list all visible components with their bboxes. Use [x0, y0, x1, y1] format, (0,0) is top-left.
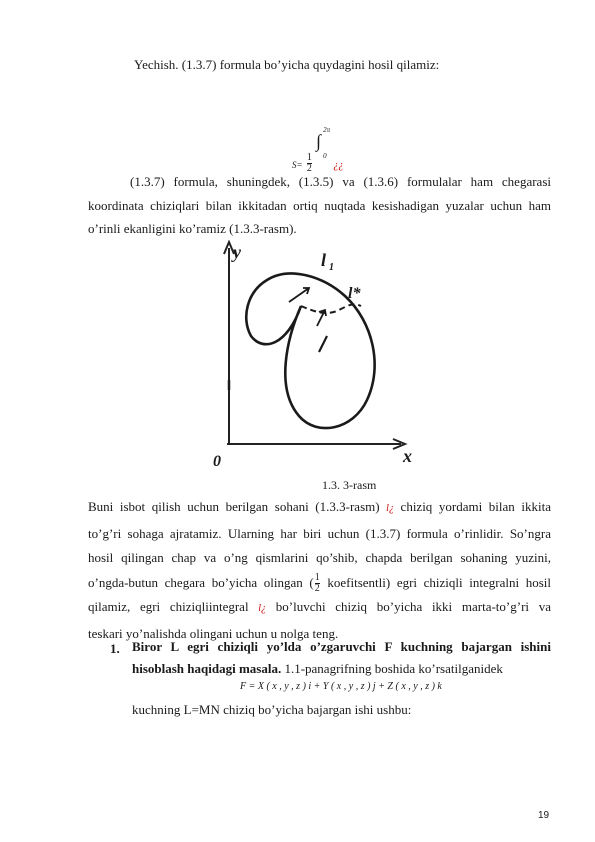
paragraph-line: [88, 495, 551, 522]
y-axis-label: y: [233, 242, 241, 262]
text-run: o’ngda-butun chegara bo’yicha olingan (: [88, 574, 314, 590]
item-text-line: kuchning L=MN chiziq bo’yicha bajargan ishi ushbu:: [132, 702, 412, 717]
symbol-l: l¿: [386, 503, 394, 514]
paragraph-line: hosil qilingan chap va o’ng qismlarini qo’shib, chapda berilgan sohaning yuzini,: [88, 550, 551, 565]
area-formula: [292, 126, 344, 174]
paragraph-line: [88, 571, 551, 596]
paragraph-line: (1.3.7) formula, shuningdek, (1.3.5) va (1.3.6) formulalar ham chegarasi: [130, 174, 551, 189]
x-axis-label: x: [403, 446, 412, 466]
text-run: koefitsentli) egri chiziqli integralni hosil: [320, 574, 551, 590]
integral-lower-limit: 0: [323, 152, 327, 160]
text-run: bo’luvchi chiziq bo’yicha ikki marta-to’g’ri va: [266, 599, 551, 614]
curve-l1-label: l: [321, 250, 327, 270]
paragraph-line: to’g’ri sohaga ajratamiz. Ularning har biri uchun (1.3.7) formula o’rinlidir. So’ngra: [88, 525, 551, 541]
integral-sign: ∫ 2π 0: [316, 126, 331, 160]
list-item-number: 1.: [110, 641, 120, 656]
figure-curve-diagram: [205, 240, 420, 470]
text-run: Buni isbot qilish uchun berilgan sohani (1.3.3-rasm): [88, 499, 387, 514]
list-item-work-problem: [132, 636, 551, 680]
item-heading-bold: hisoblash haqidagi masala.: [132, 661, 282, 676]
intro-line: Yechish. (1.3.7) formula bo’yicha quydagini hosil qilamiz:: [134, 57, 440, 72]
paragraph-formula-validity: [88, 170, 551, 241]
paragraph-proof: [88, 495, 551, 646]
text-run: qilamiz, egri chiziqliintegral: [88, 599, 259, 614]
inline-fraction: [315, 573, 320, 594]
fraction-denominator: 2: [314, 583, 320, 595]
fraction-numerator: 1: [306, 151, 312, 163]
origin-label: 0: [213, 453, 221, 470]
fraction-denominator: 2: [306, 162, 312, 174]
curve-l1-subscript: 1: [329, 262, 334, 273]
curve-lstar: [301, 304, 361, 313]
item-heading-line: [132, 658, 551, 680]
curve-lstar-label: l*: [348, 285, 361, 302]
force-formula: F = X ( x , y , z ) i + Y ( x , y , z ) j + Z ( x , y , z ) k: [240, 681, 442, 692]
symbol-l: l¿: [258, 603, 267, 614]
direction-arrow-icon: [319, 336, 327, 352]
paragraph-line: o’rinli ekanligini ko’ramiz (1.3.3-rasm).: [88, 221, 297, 236]
page-number: 19: [538, 810, 550, 821]
formula-lhs: S=: [292, 160, 303, 170]
paragraph-line: koordinata chiziqlari bilan ikkitadan ortiq nuqtada kesishadigan yuzalar uchun ham: [88, 197, 551, 213]
fraction-numerator: 1: [314, 572, 320, 584]
text-run: 1.1-panagrifning boshida ko’rsatilganidek: [281, 661, 503, 676]
paragraph-line: [88, 595, 551, 622]
direction-arrow-icon: [289, 288, 309, 302]
figure-caption: 1.3. 3-rasm: [322, 478, 377, 492]
item-heading-line: Biror L egri chiziqli yo’lda o’zgaruvchi F kuchning bajargan ishini: [132, 639, 551, 654]
text-run: chiziq yordami bilan ikkita: [393, 499, 552, 514]
integral-upper-limit: 2π: [323, 126, 331, 134]
formula-integrand: ¿¿: [333, 160, 344, 171]
paragraph-line: teskari yo’nalishda olingani uchun u nolga teng.: [88, 625, 339, 641]
